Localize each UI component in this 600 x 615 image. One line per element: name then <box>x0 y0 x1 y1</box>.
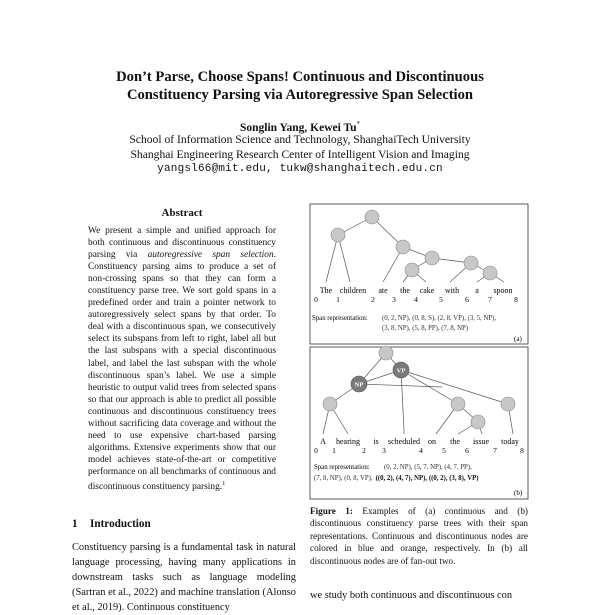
index-label: 4 <box>414 295 418 304</box>
span-line-2-plain: (7, 8, NP), (0, 8, VP), <box>314 475 373 482</box>
span-representation-line-1: (0, 2, NP), (0, 8, S), (2, 8, VP), (3, 5, NP), <box>382 315 497 322</box>
word-label: children <box>339 286 367 295</box>
node-label: NP <box>354 381 364 389</box>
node-label: VP <box>396 367 406 375</box>
span-representation-label: Span representation: <box>314 464 370 471</box>
section-1-heading <box>72 518 151 530</box>
section-1-number: 1 <box>72 518 78 530</box>
tree-node <box>365 210 379 224</box>
tree-node <box>323 397 337 411</box>
index-label: 8 <box>520 446 524 455</box>
word-label: scheduled <box>388 437 420 446</box>
caption-text: Examples of (a) continuous and (b) discontinuous constituency parse trees with their span representations. Continuous and discontinuous nodes are colored in blue and orange, respectively. In (b) all discontinuous nodes are of fan-out two. <box>310 506 528 566</box>
index-label: 6 <box>465 446 469 455</box>
right-column-text: we study both continuous and discontinuous con <box>310 590 513 601</box>
tree-node <box>396 240 410 254</box>
author-names: Songlin Yang, Kewei Tu <box>239 121 357 134</box>
index-label: 7 <box>488 295 492 304</box>
abstract-footnote-mark: 1 <box>222 479 226 487</box>
word-label: hearing <box>336 437 360 446</box>
panel-a-nodes <box>331 210 497 280</box>
word-label: ate <box>378 286 388 295</box>
paper-title-line-2: Constituency Parsing via Autoregressive Span Selection <box>126 87 474 103</box>
index-label: 4 <box>419 446 423 455</box>
figure-1 <box>308 202 530 504</box>
tree-node <box>331 228 345 242</box>
index-label: 3 <box>392 295 396 304</box>
abstract-text-1: We present a simple and unified approach for both continuous and discontinuous constituency parsing via <box>88 226 276 261</box>
panel-b-words <box>320 437 519 446</box>
span-representation-line-2 <box>314 475 479 482</box>
index-label: 1 <box>336 295 340 304</box>
abstract-text-2: . Constituency parsing aims to produce a set of non-crossing spans so that they can form a constituency parse tree. We sort gold spans in a predefined order and train a pointer network to autoregressively select spans by that order. To deal with a discontinuous span, we consecutively select its subspans from left to right, label all but the last subspans with a special discontinuous label, and label the last subspan with the whole discontinuous span’s label. We use a simple heuristic to output valid trees from selected spans so that our approach is able to predict all possible continuous and discontinuous constituency trees without sacrificing data coverage and without the need to use expensive chart-based parsing algorithms. Extensive experiments show that our model achieves state-of-the-art or competitive performance on all benchmarks of continuous and discontinuous constituency parsing. <box>88 250 276 493</box>
index-label: 7 <box>493 446 497 455</box>
panel-a-words <box>320 286 513 295</box>
index-label: 3 <box>382 446 386 455</box>
tree-node <box>425 251 439 265</box>
affiliation-2: Shanghai Engineering Research Center of Intelligent Vision and Imaging <box>130 148 470 161</box>
panel-a-tag: (a) <box>514 335 522 343</box>
span-representation-line-1: (0, 2, NP), (5, 7, NP), (4, 7, PP), <box>384 464 472 471</box>
author-emails: yangsl66@mit.edu, tukw@shanghaitech.edu.cn <box>157 163 443 175</box>
caption-label: Figure 1: <box>310 506 353 516</box>
tree-node <box>483 266 497 280</box>
figure-1-panel-b <box>310 346 528 499</box>
figure-1-caption <box>310 505 528 567</box>
panel-b-tag: (b) <box>514 489 523 497</box>
word-label: a <box>475 286 479 295</box>
word-label: issue <box>473 437 489 446</box>
index-label: 5 <box>442 446 446 455</box>
introduction-paragraph: Constituency parsing is a fundamental task in natural language processing, having many applications in downstream tasks such as language modeling (Sartran et al., 2022) and machine translation (Alonso et al., 2019). Continuous constituency <box>72 542 296 613</box>
index-label: 8 <box>514 295 518 304</box>
word-label: The <box>319 286 333 295</box>
paper-title-line-1: Don’t Parse, Choose Spans! Continuous and Discontinuous <box>116 69 484 85</box>
tree-node <box>405 263 419 277</box>
index-label: 2 <box>362 446 366 455</box>
word-label: on <box>428 437 436 446</box>
span-representation-label: Span representation: <box>312 315 368 322</box>
affiliation-1: School of Information Science and Technology, ShanghaiTech University <box>129 133 471 146</box>
abstract-body <box>88 225 276 493</box>
section-1-title: Introduction <box>90 518 151 530</box>
word-label: is <box>373 437 379 446</box>
author-footnote-mark: * <box>356 120 361 128</box>
span-line-2-bold: ((0, 2), (4, 7), NP), ((0, 2), (3, 8), VP) <box>375 475 479 482</box>
index-label: 0 <box>314 446 318 455</box>
panel-b-indices <box>314 446 524 455</box>
index-label: 2 <box>371 295 375 304</box>
panel-a-indices <box>314 295 518 304</box>
tree-node <box>464 256 478 270</box>
abstract-heading: Abstract <box>161 207 203 219</box>
word-label: the <box>450 437 460 446</box>
word-label: spoon <box>493 286 513 295</box>
word-label: the <box>400 286 410 295</box>
word-label: A <box>320 437 326 446</box>
span-representation-line-2: (3, 8, NP), (5, 8, PP), (7, 8, NP) <box>382 325 469 332</box>
word-label: today <box>501 437 519 446</box>
tree-node <box>471 415 485 429</box>
tree-node <box>379 346 393 360</box>
word-label: cake <box>419 286 435 295</box>
index-label: 0 <box>314 295 318 304</box>
index-label: 5 <box>439 295 443 304</box>
tree-node <box>501 397 515 411</box>
abstract-text-italic: autoregressive span selection <box>147 250 274 261</box>
tree-node <box>451 397 465 411</box>
index-label: 1 <box>332 446 336 455</box>
index-label: 6 <box>465 295 469 304</box>
word-label: with <box>444 286 460 295</box>
figure-1-panel-a <box>310 204 528 344</box>
